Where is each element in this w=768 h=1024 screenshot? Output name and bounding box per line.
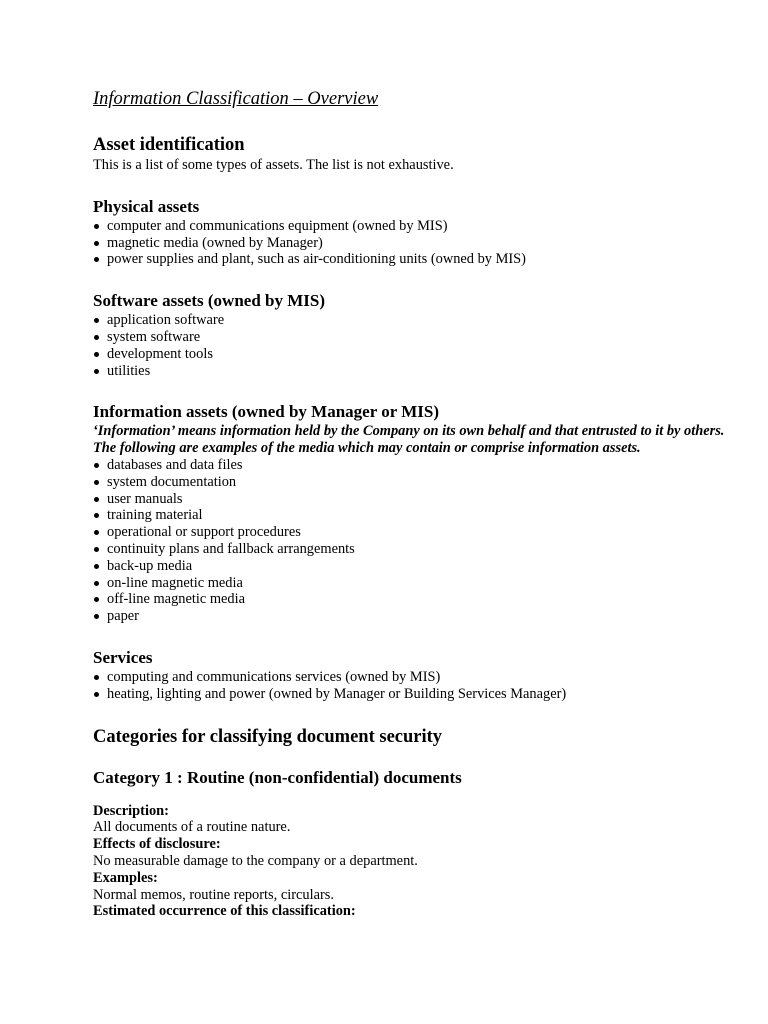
services-heading: Services <box>93 647 153 667</box>
list-item: off-line magnetic media <box>93 591 733 608</box>
information-assets-heading: Information assets (owned by Manager or MIS) <box>93 402 439 422</box>
examples-label: Examples: <box>93 869 158 886</box>
information-assets-section <box>93 401 733 625</box>
list-item: back-up media <box>93 558 733 575</box>
document-title: Information Classification – Overview <box>93 89 379 109</box>
list-item: user manuals <box>93 491 733 508</box>
list-item: application software <box>93 312 733 329</box>
physical-assets-heading: Physical assets <box>93 196 200 216</box>
effects-label: Effects of disclosure: <box>93 836 221 853</box>
list-item: operational or support procedures <box>93 524 733 541</box>
information-assets-list <box>93 457 733 625</box>
physical-assets-list <box>93 218 733 268</box>
list-item: magnetic media (owned by Manager) <box>93 235 733 252</box>
list-item: utilities <box>93 363 733 380</box>
information-assets-note: ‘Information’ means information held by the Company on its own behalf and that entrusted to it by others. The following are examples of the media which may contain or comprise information assets. <box>93 423 725 457</box>
category-1-details <box>93 803 733 921</box>
software-assets-heading: Software assets (owned by MIS) <box>93 291 326 311</box>
list-item: computing and communications services (owned by MIS) <box>93 669 733 686</box>
list-item: system documentation <box>93 474 733 491</box>
categories-heading: Categories for classifying document security <box>93 726 443 747</box>
description-text: All documents of a routine nature. <box>93 819 291 836</box>
list-item: paper <box>93 608 733 625</box>
list-item: power supplies and plant, such as air-conditioning units (owned by MIS) <box>93 251 733 268</box>
services-list <box>93 669 733 703</box>
list-item: training material <box>93 507 733 524</box>
software-assets-section <box>93 290 733 379</box>
list-item: development tools <box>93 346 733 363</box>
list-item: system software <box>93 329 733 346</box>
description-label: Description: <box>93 802 169 819</box>
effects-text: No measurable damage to the company or a department. <box>93 852 418 869</box>
asset-identification-text: This is a list of some types of assets. The list is not exhaustive. <box>93 157 454 173</box>
physical-assets-section <box>93 196 733 268</box>
asset-identification-section <box>93 133 733 174</box>
software-assets-list <box>93 312 733 379</box>
list-item: on-line magnetic media <box>93 575 733 592</box>
document-page <box>93 86 733 920</box>
list-item: heating, lighting and power (owned by Manager or Building Services Manager) <box>93 686 733 703</box>
category-1-heading: Category 1 : Routine (non-confidential) documents <box>93 767 462 787</box>
list-item: databases and data files <box>93 457 733 474</box>
asset-identification-heading: Asset identification <box>93 135 245 155</box>
examples-text: Normal memos, routine reports, circulars. <box>93 886 334 903</box>
occurrence-label: Estimated occurrence of this classification: <box>93 903 356 920</box>
list-item: computer and communications equipment (owned by MIS) <box>93 218 733 235</box>
list-item: continuity plans and fallback arrangements <box>93 541 733 558</box>
services-section <box>93 647 733 703</box>
